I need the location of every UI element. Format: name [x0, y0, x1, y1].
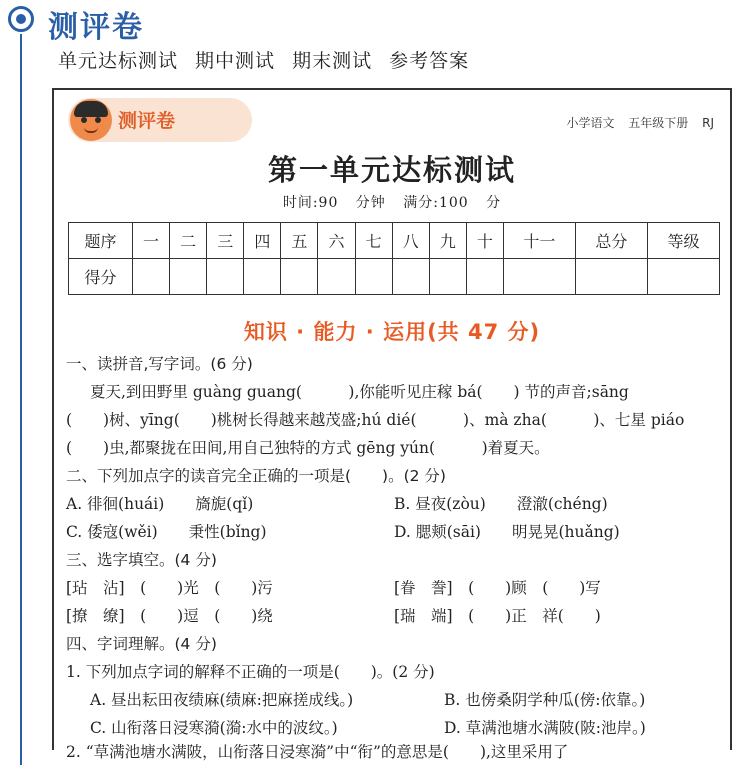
- table-cell: 等级: [647, 223, 719, 259]
- question-text: 夏天,到田野里 guàng guang( ),你能听见庄稼 bá( ) 节的声音;sāng: [90, 383, 629, 401]
- table-cell: 三: [207, 223, 244, 259]
- score-table-score-row: [69, 259, 720, 295]
- table-cell: 一: [133, 223, 170, 259]
- exam-info: 时间:90 分钟 满分:100 分: [282, 195, 502, 211]
- table-cell: 得分: [69, 259, 133, 295]
- answer-option: D. 草满池塘水满陂(陂:池岸。): [444, 719, 646, 737]
- question-text: ( )树、yīng( )桃树长得越来越茂盛;hú dié( )、mà zha( )、七星 piáo: [66, 411, 685, 429]
- page-subtitle: 单元达标测试 期中测试 期末测试 参考答案: [58, 50, 470, 72]
- badge-label: 测评卷: [118, 110, 176, 132]
- question-heading: 三、选字填空。(4 分): [66, 551, 217, 569]
- exam-badge: [68, 98, 252, 142]
- fill-item: [玷 沾] ( )光 ( )污: [66, 579, 273, 597]
- student-avatar-icon: [70, 99, 112, 141]
- question-text: 2. “草满池塘水满陂，山衔落日浸寒漪”中“衔”的意思是( ),这里采用了: [66, 743, 569, 761]
- table-cell: 九: [429, 223, 466, 259]
- section-title: 知识 · 能力 · 运用(共 47 分): [243, 320, 541, 344]
- score-input-cell[interactable]: [429, 259, 466, 295]
- table-cell: 八: [392, 223, 429, 259]
- question-text: 1. 下列加点字词的解释不正确的一项是( )。(2 分): [66, 663, 435, 681]
- table-cell: 二: [170, 223, 207, 259]
- question-text: ( )虫,都聚拢在田间,用自己独特的方式 gēng yún( )着夏天。: [66, 439, 550, 457]
- table-cell: 总分: [575, 223, 647, 259]
- header-marker-icon: [8, 6, 34, 32]
- table-cell: 七: [355, 223, 392, 259]
- score-input-cell[interactable]: [244, 259, 281, 295]
- table-cell: 五: [281, 223, 318, 259]
- answer-option: A. 昼出耘田夜绩麻(绩麻:把麻搓成线。): [90, 691, 354, 709]
- score-input-cell[interactable]: [281, 259, 318, 295]
- score-input-cell[interactable]: [503, 259, 575, 295]
- fill-item: [瑞 端] ( )正 祥( ): [394, 607, 601, 625]
- header-divider-line: [20, 34, 22, 765]
- score-input-cell[interactable]: [133, 259, 170, 295]
- table-cell: 题序: [69, 223, 133, 259]
- score-input-cell[interactable]: [647, 259, 719, 295]
- table-cell: 四: [244, 223, 281, 259]
- score-input-cell[interactable]: [318, 259, 355, 295]
- answer-option: D. 腮颊(sāi) 明晃晃(huǎng): [394, 523, 620, 541]
- fill-item: [撩 缭] ( )逗 ( )绕: [66, 607, 273, 625]
- score-input-cell[interactable]: [355, 259, 392, 295]
- table-cell: 十一: [503, 223, 575, 259]
- question-heading: 二、下列加点字的读音完全正确的一项是( )。(2 分): [66, 467, 446, 485]
- score-input-cell[interactable]: [575, 259, 647, 295]
- score-input-cell[interactable]: [392, 259, 429, 295]
- score-table: [68, 222, 720, 295]
- question-heading: 四、字词理解。(4 分): [66, 635, 217, 653]
- score-input-cell[interactable]: [207, 259, 244, 295]
- question-heading: 一、读拼音,写字词。(6 分): [66, 355, 253, 373]
- answer-option: B. 也傍桑阴学种瓜(傍:依靠。): [444, 691, 646, 709]
- answer-option: C. 山衔落日浸寒漪(漪:水中的波纹。): [90, 719, 338, 737]
- table-cell: 六: [318, 223, 355, 259]
- answer-option: A. 徘徊(huái) 旖旎(qǐ): [66, 495, 254, 513]
- score-table-header-row: [69, 223, 720, 259]
- table-cell: 十: [466, 223, 503, 259]
- answer-option: B. 昼夜(zòu) 澄澈(chéng): [394, 495, 608, 513]
- score-input-cell[interactable]: [170, 259, 207, 295]
- subject-meta: 小学语文 五年级下册 RJ: [566, 116, 714, 130]
- fill-item: [眷 誊] ( )顾 ( )写: [394, 579, 601, 597]
- exam-title: 第一单元达标测试: [267, 153, 516, 187]
- exam-paper: [52, 88, 732, 761]
- answer-option: C. 倭寇(wěi) 秉性(bǐng): [66, 523, 267, 541]
- page-title: 测评卷: [48, 10, 144, 45]
- score-input-cell[interactable]: [466, 259, 503, 295]
